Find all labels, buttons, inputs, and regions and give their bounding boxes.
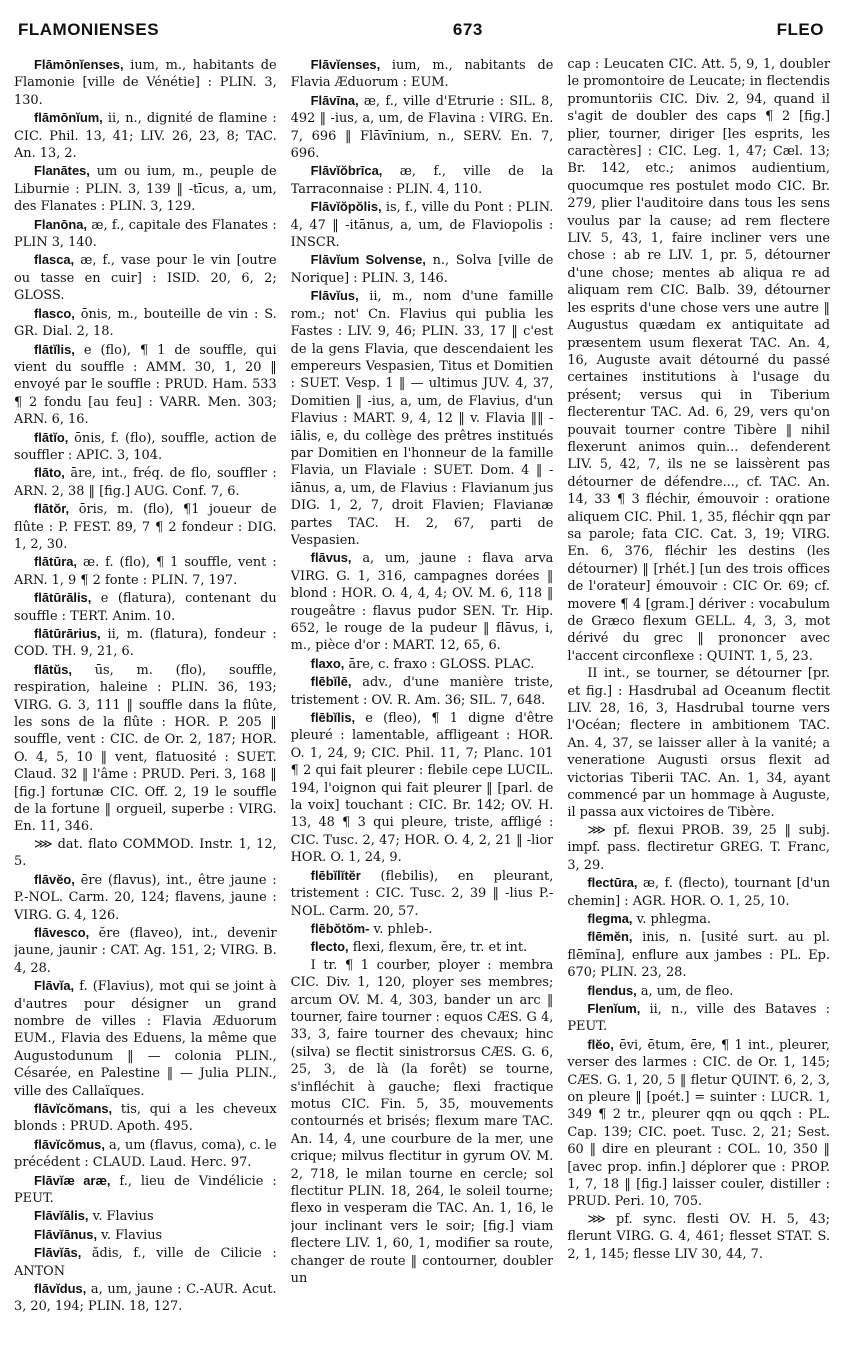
entry-definition: ēvi, ētum, ēre, ¶ 1 int., pleurer, verser des larmes : CIC. de Or. 1, 145; CÆS. G. 1, 20, 5 ‖ fletur QUINT. 6, 2, 3, on pleure ‖ [poét.] = suinter : LUCR. 1, 349 ¶ 2 tr., pleurer qqn ou qqch : PL. Cap. 139; CIC. poet. Tusc. 2, 21; Sest. 60 ‖ dire en pleurant : COL. 10, 350 ‖ [avec prop. infin.] déplorer que : PROP. 1, 7, 18 ‖ [fig.] laisser couler, distiller : PRUD. Peri. 10, 705. [567,1037,831,1210]
dictionary-entry [291,92,554,163]
dictionary-entry [14,500,277,553]
column-2 [291,56,554,1356]
entry-definition: is, f., ville du Pont : PLIN. 4, 47 ‖ -itānus, a, um, de Flaviopolis : INSCR. [290,200,554,251]
entry-definition: æ. f. (flo), ¶ 1 souffle, vent : ARN. 1, 9 ¶ 2 fonte : PLIN. 7, 197. [14,555,277,588]
dictionary-entry [291,549,554,654]
entry-definition: ⋙ pf. sync. flesti OV. H. 5, 43; flerunt VIRG. G. 4, 461; flesset STAT. S. 2, 1, 145; flesse LIV 30, 44, 7. [567,1211,831,1262]
dictionary-entry [14,1100,277,1136]
dictionary-entry [14,464,277,500]
dictionary-entry [567,874,830,910]
entry-definition: I tr. ¶ 1 courber, ployer : membra CIC. Div. 1, 120, ployer ses membres; arcum OV. M. 4, 303, bander un arc ‖ tourner, faire tourner : equos CÆS. G 4, 33, 3, faire tourner des chevaux; hinc (silva) se flectit sinistrorsus CÆS. G. 6, 25, 3, de là (la forêt) se tourne, s'infléchit à gauche; flexi fractique motus CIC. Fin. 5, 35, mouvements contournés et brisés; flexum mare TAC. An. 14, 4, une courbure de la mer, une crique; milvus flectitur in gyrum OV. M. 2, 718, le milan tourne en cercle; sol flectitur PLIN. 18, 264, le soleil tourne; flexo in vesperam die TAC. An. 1, 16, le jour inclinant vers le soir; [fig.] viam flectere LIV. 1, 60, 1, modifier sa route, changer de route ‖ contourner, doubler un [290,957,554,1287]
entry-definition: ii, n., ville des Bataves : PEUT. [567,1001,831,1035]
header-left-headword: FLAMONIENSES [18,20,160,39]
entry-definition: ⋙ dat. flato COMMOD. Instr. 1, 12, 5. [14,836,277,870]
entry-definition: e (flatura), contenant du souffle : TERT. Anim. 10. [14,591,277,624]
entry-definition: āre, c. fraxo : GLOSS. PLAC. [344,656,535,672]
entry-headword: Flāvĭa, [34,978,75,994]
running-header [18,12,824,48]
entry-headword: flēbĭlis, [310,710,356,726]
entry-headword: Flenĭum, [587,1000,641,1016]
dictionary-entry [567,822,830,874]
entry-headword: flectūra, [587,875,638,891]
dictionary-entry [14,162,277,215]
dictionary-entry [14,305,277,341]
dictionary-entry [14,553,277,589]
header-right-headword: FLEO [776,20,824,39]
entry-definition: ēre (flavus), int., être jaune : P.-NOL. Carm. 20, 124; flavens, jaune : VIRG. G. 4, 126. [14,872,277,923]
entry-definition: æ, f., ville d'Etrurie : SIL. 8, 492 ‖ -ius, a, um, de Flavina : VIRG. En. 7, 696 ‖ Flāvīnium, n., SERV. En. 7, 696. [290,93,554,162]
entry-headword: Flāvĭŏpŏlis, [310,199,382,215]
entry-definition: ii, m., nom d'une famille rom.; not' Cn. Flavius qui publia les Fastes : LIV. 9, 46; PLIN. 33, 17 ‖ c'est de la gens Flavia, que descendaient les empereurs Vespasien, Titus et Domitien : SUET. Vesp. 1 ‖ — ultimus JUV. 4, 37, Domitien ‖ -ius, a, um, de Flavius, d'un Flavius : MART. 9, 4, 12 ‖ v. Flavia ‖‖ -iālis, e, du collège des prêtres institués par Domitien en l'honneur de la famille Flavia, un Flaviale : SUET. Dom. 4 ‖ -iānus, a, um, de Flavius : Flavianum jus DIG. 1, 2, 7, droit Flavien; Flavianæ partes TAC. H. 2, 67, parti de Vespasien. [290,289,554,548]
entry-headword: flegma, [587,910,633,926]
entry-definition: n., Solva [ville de Norique] : PLIN. 3, 146. [290,253,554,286]
entry-definition: v. Flavius [97,1227,163,1243]
entry-definition: cap : Leucaten CIC. Att. 5, 9, 1, doubler le promontoire de Leucate; in flectendis promuntoriis CIC. Div. 2, 94, quand il s'agit de doubler des caps ¶ 2 [fig.] plier, tourner, diriger [les esprits, les caractères] : CIC. Leg. 1, 47; Cæl. 13; Br. 142, etc.; animos audientium, quocumque res postulet modo CIC. Br. 279, plier l'auditoire dans tous les sens voulus par la cause; ad rem flectere LIV. 5, 43, 1, faire incliner vers une chose : ab re LIV. 1, pr. 5, détourner d'une chose; mentes ab aliqua re ad aliquam rem CIC. Balb. 39, détourner les esprits d'une chose vers une autre ‖ Augustus quædam ex antiquitate ad præsentem usum flexerat TAC. An. 4, 16, Auguste avait détourné du passé certaines institutions à l'usage du présent; versus qui in Tiberium flecterentur TAC. Ad. 6, 29, vers qu'on pouvait tourner contre Tibère ‖ nihil flexerunt animos quin... defenderent LIV. 5, 42, 7, ils ne se laissèrent pas détourner de défendre..., cf. TAC. An. 14, 33 ¶ 3 fléchir, émouvoir : oratione aliquem CIC. Phil. 1, 35, fléchir qqn par sa parole; fata CIC. Cat. 3, 19; VIRG. En. 6, 376, fléchir les destins (les détourner) ‖ [rhét.] [un des trois offices de l'orateur] émouvoir : CIC Or. 69; cf. movere ¶ 4 [gram.] dériver : vocabulum de Græco flexum GELL. 4, 3, 3, mot dérivé du grec ‖ prononcer avec l'accent circonflexe : QUINT. 1, 5, 23. [567,57,831,664]
dictionary-entry [14,661,277,836]
entry-definition: v. phleb-. [369,921,433,937]
dictionary-entry [14,1136,277,1172]
dictionary-entry [567,56,830,665]
entry-definition: adv., d'une manière triste, tristement : OV. R. Am. 36; SIL. 7, 648. [290,675,554,708]
entry-definition: um ou ium, m., peuple de Liburnie : PLIN. 3, 139 ‖ -tīcus, a, um, des Flanates : PLIN. 3, 129. [14,164,277,215]
entry-headword: flātĭlis, [34,341,75,357]
dictionary-entry [291,655,554,673]
entry-headword: flātĭo, [34,429,69,445]
dictionary-entry [291,198,554,251]
entry-definition: æ, f., ville de la Tarraconnaise : PLIN. 4, 110. [290,164,554,197]
entry-headword: flātūra, [34,554,77,570]
dictionary-entry [14,836,277,871]
dictionary-entry [14,1172,277,1208]
dictionary-entry [291,287,554,549]
entry-definition: ădis, f., ville de Cilicie : ANTON [14,1246,277,1279]
entry-headword: Flāvĭās, [34,1245,82,1261]
entry-headword: flasca, [34,252,75,268]
entry-headword: flāto, [34,465,65,481]
entry-definition: (flebilis), en pleurant, tristement : CIC. Tusc. 2, 39 ‖ -lius P.-NOL. Carm. 20, 57. [290,868,554,919]
dictionary-entry [14,977,277,1100]
entry-definition: tis, qui a les cheveux blonds : PRUD. Apoth. 495. [14,1101,277,1135]
entry-headword: flēmĕn, [587,929,633,945]
entry-headword: Flanōna, [34,216,87,232]
dictionary-entry [291,957,554,1288]
dictionary-entry [14,1244,277,1280]
entry-definition: ūs, m. (flo), souffle, respiration, haleine : PLIN. 36, 193; VIRG. G. 3, 111 ‖ souffle dans la flûte, les sons de la flûte : HOR. P. 205 ‖ souffle, vent : CIC. de Or. 2, 187; HOR. O. 4, 5, 10 ‖ vent, flatuosité : SUET. Claud. 32 ‖ l'âme : PRUD. Peri. 3, 168 ‖ [fig.] fortunæ CIC. Off. 2, 19 le souffle de la fortune ‖ orgueil, superbe : VIRG. En. 11, 346. [14,662,277,835]
entry-headword: Flāvĭŏbrīca, [310,163,383,179]
entry-headword: flāvus, [310,550,352,566]
dictionary-page [14,56,830,1356]
dictionary-entry [291,920,554,938]
dictionary-entry [14,429,277,465]
entry-headword: flāvĕo, [34,871,75,887]
dictionary-entry [567,665,830,822]
entry-headword: Flāmōnĭenses, [34,57,124,72]
entry-headword: flasco, [34,305,75,321]
dictionary-entry [14,251,277,304]
dictionary-entry [567,982,830,1000]
entry-headword: Flāvĭānus, [34,1226,98,1242]
entry-headword: flāmōnĭum, [34,110,103,126]
entry-headword: flecto, [310,939,349,955]
entry-headword: flāvĭcŏmus, [34,1136,105,1152]
dictionary-entry [14,1226,277,1244]
dictionary-entry [567,928,830,981]
entry-headword: Flāvĭenses, [310,57,381,72]
dictionary-entry [291,709,554,867]
column-3 [567,56,830,1356]
dictionary-entry [14,1207,277,1225]
page-number: 673 [452,20,483,39]
entry-definition: II int., se tourner, se détourner [pr. et fig.] : Hasdrubal ad Oceanum flectit LIV. 28, 16, 3, Hasdrubal tourne vers l'Océan; flectere in ambitionem TAC. An. 4, 37, se laisser aller à la vanité; a veneratione Augusti orsus flexit ad victorias Tiberii TAC. An. 1, 34, ayant commencé par un hommage à Auguste, il passa aux victoires de Tibère. [567,666,831,821]
entry-headword: Flāvīna, [310,92,359,108]
entry-definition: ium, m., habitants de Flamonie [ville de Vénétie] : PLIN. 3, 130. [14,58,277,108]
entry-definition: v. Flavius [88,1209,154,1225]
entry-definition: ⋙ pf. flexui PROB. 39, 25 ‖ subj. impf. pass. flectiretur GREG. T. Franc, 3, 29. [567,822,831,873]
entry-definition: f., lieu de Vindélicie : PEUT. [14,1173,277,1206]
dictionary-entry [14,589,277,625]
entry-headword: Flāvĭus, [310,288,359,304]
dictionary-entry [291,867,554,920]
entry-definition: æ, f. (flecto), tournant [d'un chemin] : AGR. HOR. O. 1, 25, 10. [567,876,831,909]
entry-headword: flendus, [587,982,637,998]
entry-headword: flāvĭcŏmans, [34,1100,113,1116]
entry-definition: āre, int., fréq. de flo, souffler : ARN. 2, 38 ‖ [fig.] AUG. Conf. 7, 6. [14,466,277,499]
dictionary-entry [567,1000,830,1036]
entry-definition: a, um (flavus, coma), c. le précédent : CLAUD. Laud. Herc. 97. [14,1137,277,1171]
entry-definition: æ, f., vase pour le vin [outre ou tasse en cuir] : ISID. 20, 6, 2; GLOSS. [14,253,277,304]
column-1 [14,56,277,1356]
entry-headword: flātŏr, [34,501,70,517]
entry-headword: flāvesco, [34,924,90,940]
entry-headword: flēbĭlĭtĕr [310,867,361,883]
entry-definition: f. (Flavius), mot qui se joint à d'autres pour désigner un grand nombre de villes : Flavia Æduorum EUM., Flavia des Eduens, la même que Augustodunum ‖ — colonia PLIN., Césarée, en Palestine ‖ — Julia PLIN., ville des Callaïques. [14,979,277,1099]
entry-definition: inis, n. [usité surt. au pl. flēmĭna], enflure aux jambes : PL. Ep. 670; PLIN. 23, 28. [567,930,831,981]
entry-definition: ōnis, m., bouteille de vin : S. GR. Dial. 2, 18. [14,306,277,340]
entry-definition: a, um, jaune : C.-AUR. Acut. 3, 20, 194; PLIN. 18, 127. [14,1282,277,1315]
entry-headword: flāvĭdus, [34,1281,87,1297]
dictionary-entry [14,56,277,109]
dictionary-entry [14,625,277,661]
dictionary-entry [14,924,277,977]
entry-definition: ii, n., dignité de flamine : CIC. Phil. 13, 41; LIV. 26, 23, 8; TAC. An. 13, 2. [14,111,277,162]
entry-headword: flātŭs, [34,661,72,677]
entry-definition: ium, m., nabitants de Flavia Æduorum : EUM. [290,58,554,91]
entry-definition: æ, f., capitale des Flanates : PLIN 3, 140. [14,217,277,251]
dictionary-entry [291,251,554,287]
dictionary-entry [567,1036,830,1211]
dictionary-entry [291,162,554,198]
dictionary-entry [14,216,277,252]
dictionary-entry [291,673,554,709]
entry-definition: ōris, m. (flo), ¶1 joueur de flûte : P. FEST. 89, 7 ¶ 2 fondeur : DIG. 1, 2, 30. [14,502,277,552]
entry-headword: flātūrārius, [34,626,101,641]
dictionary-entry [567,1211,830,1263]
dictionary-entry [14,109,277,162]
entry-headword: flātūrālis, [34,590,92,606]
entry-definition: ii, m. (flatura), fondeur : COD. TH. 9, 21, 6. [14,627,277,660]
entry-definition: e (fleo), ¶ 1 digne d'être pleuré : lamentable, affligeant : HOR. O. 1, 24, 9; CIC. Phil. 11, 7; Planc. 101 ¶ 2 qui fait pleurer : flebile cepe LUCIL. 194, l'oignon qui fait pleurer ‖ [parl. de la voix] touchant : CIC. Br. 142; OV. H. 13, 48 ¶ 3 qui pleure, triste, affligé : CIC. Tusc. 2, 47; HOR. O. 4, 2, 21 ‖ -lior HOR. O. 1, 24, 9. [290,711,554,866]
entry-definition: e (flo), ¶ 1 de souffle, qui vient du souffle : AMM. 30, 1, 20 ‖ envoyé par le souffle : PRUD. Ham. 533 ¶ 2 fondu [au feu] : VARR. Men. 303; ARN. 6, 16. [14,342,277,428]
entry-headword: flēbŏtŏm- [310,920,370,936]
entry-definition: flexi, flexum, ĕre, tr. et int. [348,940,528,956]
entry-headword: Flāvĭum Solvense, [310,252,426,268]
entry-headword: flēbĭlē, [310,674,352,690]
entry-definition: ōnis, f. (flo), souffle, action de souffler : APIC. 3, 104. [14,430,277,463]
dictionary-entry [291,56,554,92]
entry-definition: a, um, jaune : flava arva VIRG. G. 1, 316, campagnes dorées ‖ blond : HOR. O. 4, 4, 4; OV. M. 6, 118 ‖ rougeâtre : flavus pudor SEN. Tr. Hip. 652, le rouge de la pudeur ‖ flāvus, i, m., pièce d'or : MART. 12, 65, 6. [290,551,554,654]
entry-headword: flaxo, [310,655,345,671]
dictionary-entry [14,871,277,924]
entry-definition: v. phlegma. [632,911,712,927]
dictionary-entry [291,938,554,956]
entry-definition: a, um, de fleo. [636,983,734,999]
dictionary-entry [567,910,830,928]
entry-headword: Flanātes, [34,163,90,179]
entry-headword: Flāvĭæ aræ, [34,1172,111,1188]
dictionary-entry [14,1280,277,1316]
entry-definition: ĕre (flaveo), int., devenir jaune, jaunir : CAT. Ag. 151, 2; VIRG. B. 4, 28. [14,925,277,976]
entry-headword: flĕo, [587,1036,614,1052]
entry-headword: Flāvĭālis, [34,1208,89,1224]
dictionary-entry [14,341,277,429]
